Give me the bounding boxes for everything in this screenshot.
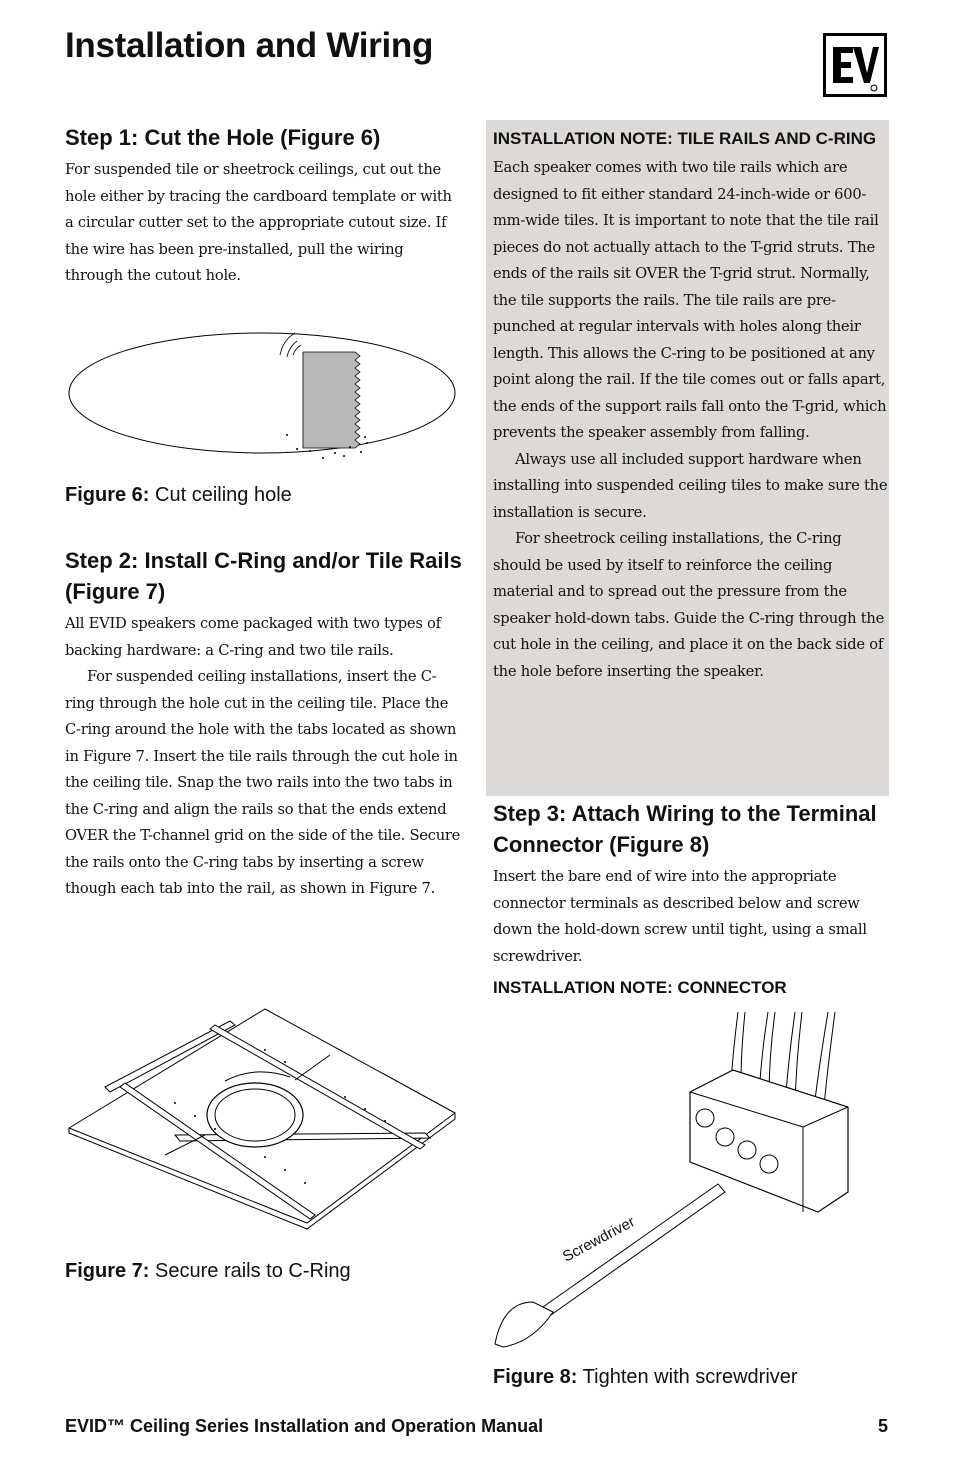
step3-section [493,798,889,1000]
step3-heading: Step 3: Attach Wiring to the Terminal Connector (Figure 8) [493,801,877,857]
figure8-caption [493,1366,798,1389]
saw-blade [303,352,360,448]
figure6-illustration [65,325,460,465]
screwdriver-handle [495,1302,553,1347]
screwdriver-label: Screwdriver [559,1213,638,1266]
step2-heading: Step 2: Install C-Ring and/or Tile Rails (Figure 7) [65,548,462,604]
tile-rail-note [493,127,889,685]
c-ring [207,1083,303,1147]
figure8-text: Tighten with screwdriver [582,1366,798,1388]
footer-page-number: 5 [878,1416,889,1436]
figure6-label: Figure 6: [65,484,150,506]
tile-rail-note-title: INSTALLATION NOTE: TILE RAILS AND C-RING [493,129,877,148]
step1-body: For suspended tile or sheetrock ceilings, cut out the hole either by tracing the cardboard template or with a circular cutter set to the appropriate cutout size. If the wire has been pre-installed, pull the wiring through the cutout hole. [65,161,452,284]
tile-rail-note-para2: Always use all included support hardware when installing into suspended ceiling tiles to make sure the installation is secure. [493,450,888,521]
figure7-label: Figure 7: [65,1260,150,1282]
left-column [65,122,463,290]
ev-logo [823,33,887,97]
figure7-illustration [65,1005,460,1240]
step2-section [65,545,463,903]
figure8-label: Figure 8: [493,1366,578,1388]
page-title: Installation and Wiring [65,26,434,65]
tile-rail-note-para3: For sheetrock ceiling installations, the C-ring should be used by itself to reinforce the ceiling material and to spread out the pressure from the speaker hold-down tabs. Guide the C-ring through the cut hole in the ceiling, and place it on the back side of the hole before inserting the speaker. [493,530,885,680]
ev-logo-graphic [823,33,887,97]
step2-para2: For suspended ceiling installations, insert the C-ring through the hole cut in the ceiling tile. Place the C-ring around the hole with the tabs located as shown in Figure 7. Insert the tile rails through the cut hole in the ceiling tile. Snap the two rails into the two tabs in the C-ring and align the rails so that the ends extend OVER the T-channel grid on the side of the tile. Secure the rails onto the C-ring tabs by inserting a screw though each tab into the rail, as shown in Figure 7. [65,668,461,897]
step2-para1: All EVID speakers come packaged with two types of backing hardware: a C-ring and two tile rails. [65,615,441,659]
figure7-text: Secure rails to C-Ring [155,1260,351,1282]
figure8-illustration [493,1012,853,1352]
connector-note-title: INSTALLATION NOTE: CONNECTOR [493,978,787,997]
ceiling-hole-outline [69,333,455,453]
figure6-text: Cut ceiling hole [155,484,292,506]
motion-lines [280,333,301,357]
step3-body: Insert the bare end of wire into the appropriate connector terminals as described below and screw down the hold-down screw until tight, using a small screwdriver. [493,868,867,965]
figure7-caption [65,1260,351,1283]
tile-rail-note-para1: Each speaker comes with two tile rails which are designed to fit either standard 24-inch-wide or 600-mm-wide tiles. It is important to note that the tile rail pieces do not actually attach to the T-grid struts. The ends of the rails sit OVER the T-grid strut. Normally, the tile supports the rails. The tile rails are pre-punched at regular intervals with holes along their length. This allows the C-ring to be positioned at any point along the rail. If the tile comes out or falls apart, the ends of the support rails fall onto the T-grid, which prevents the speaker assembly from falling. [493,159,887,441]
figure6-caption [65,484,292,507]
footer-manual-title: EVID™ Ceiling Series Installation and Operation Manual [65,1416,544,1436]
step1-heading: Step 1: Cut the Hole (Figure 6) [65,125,381,150]
